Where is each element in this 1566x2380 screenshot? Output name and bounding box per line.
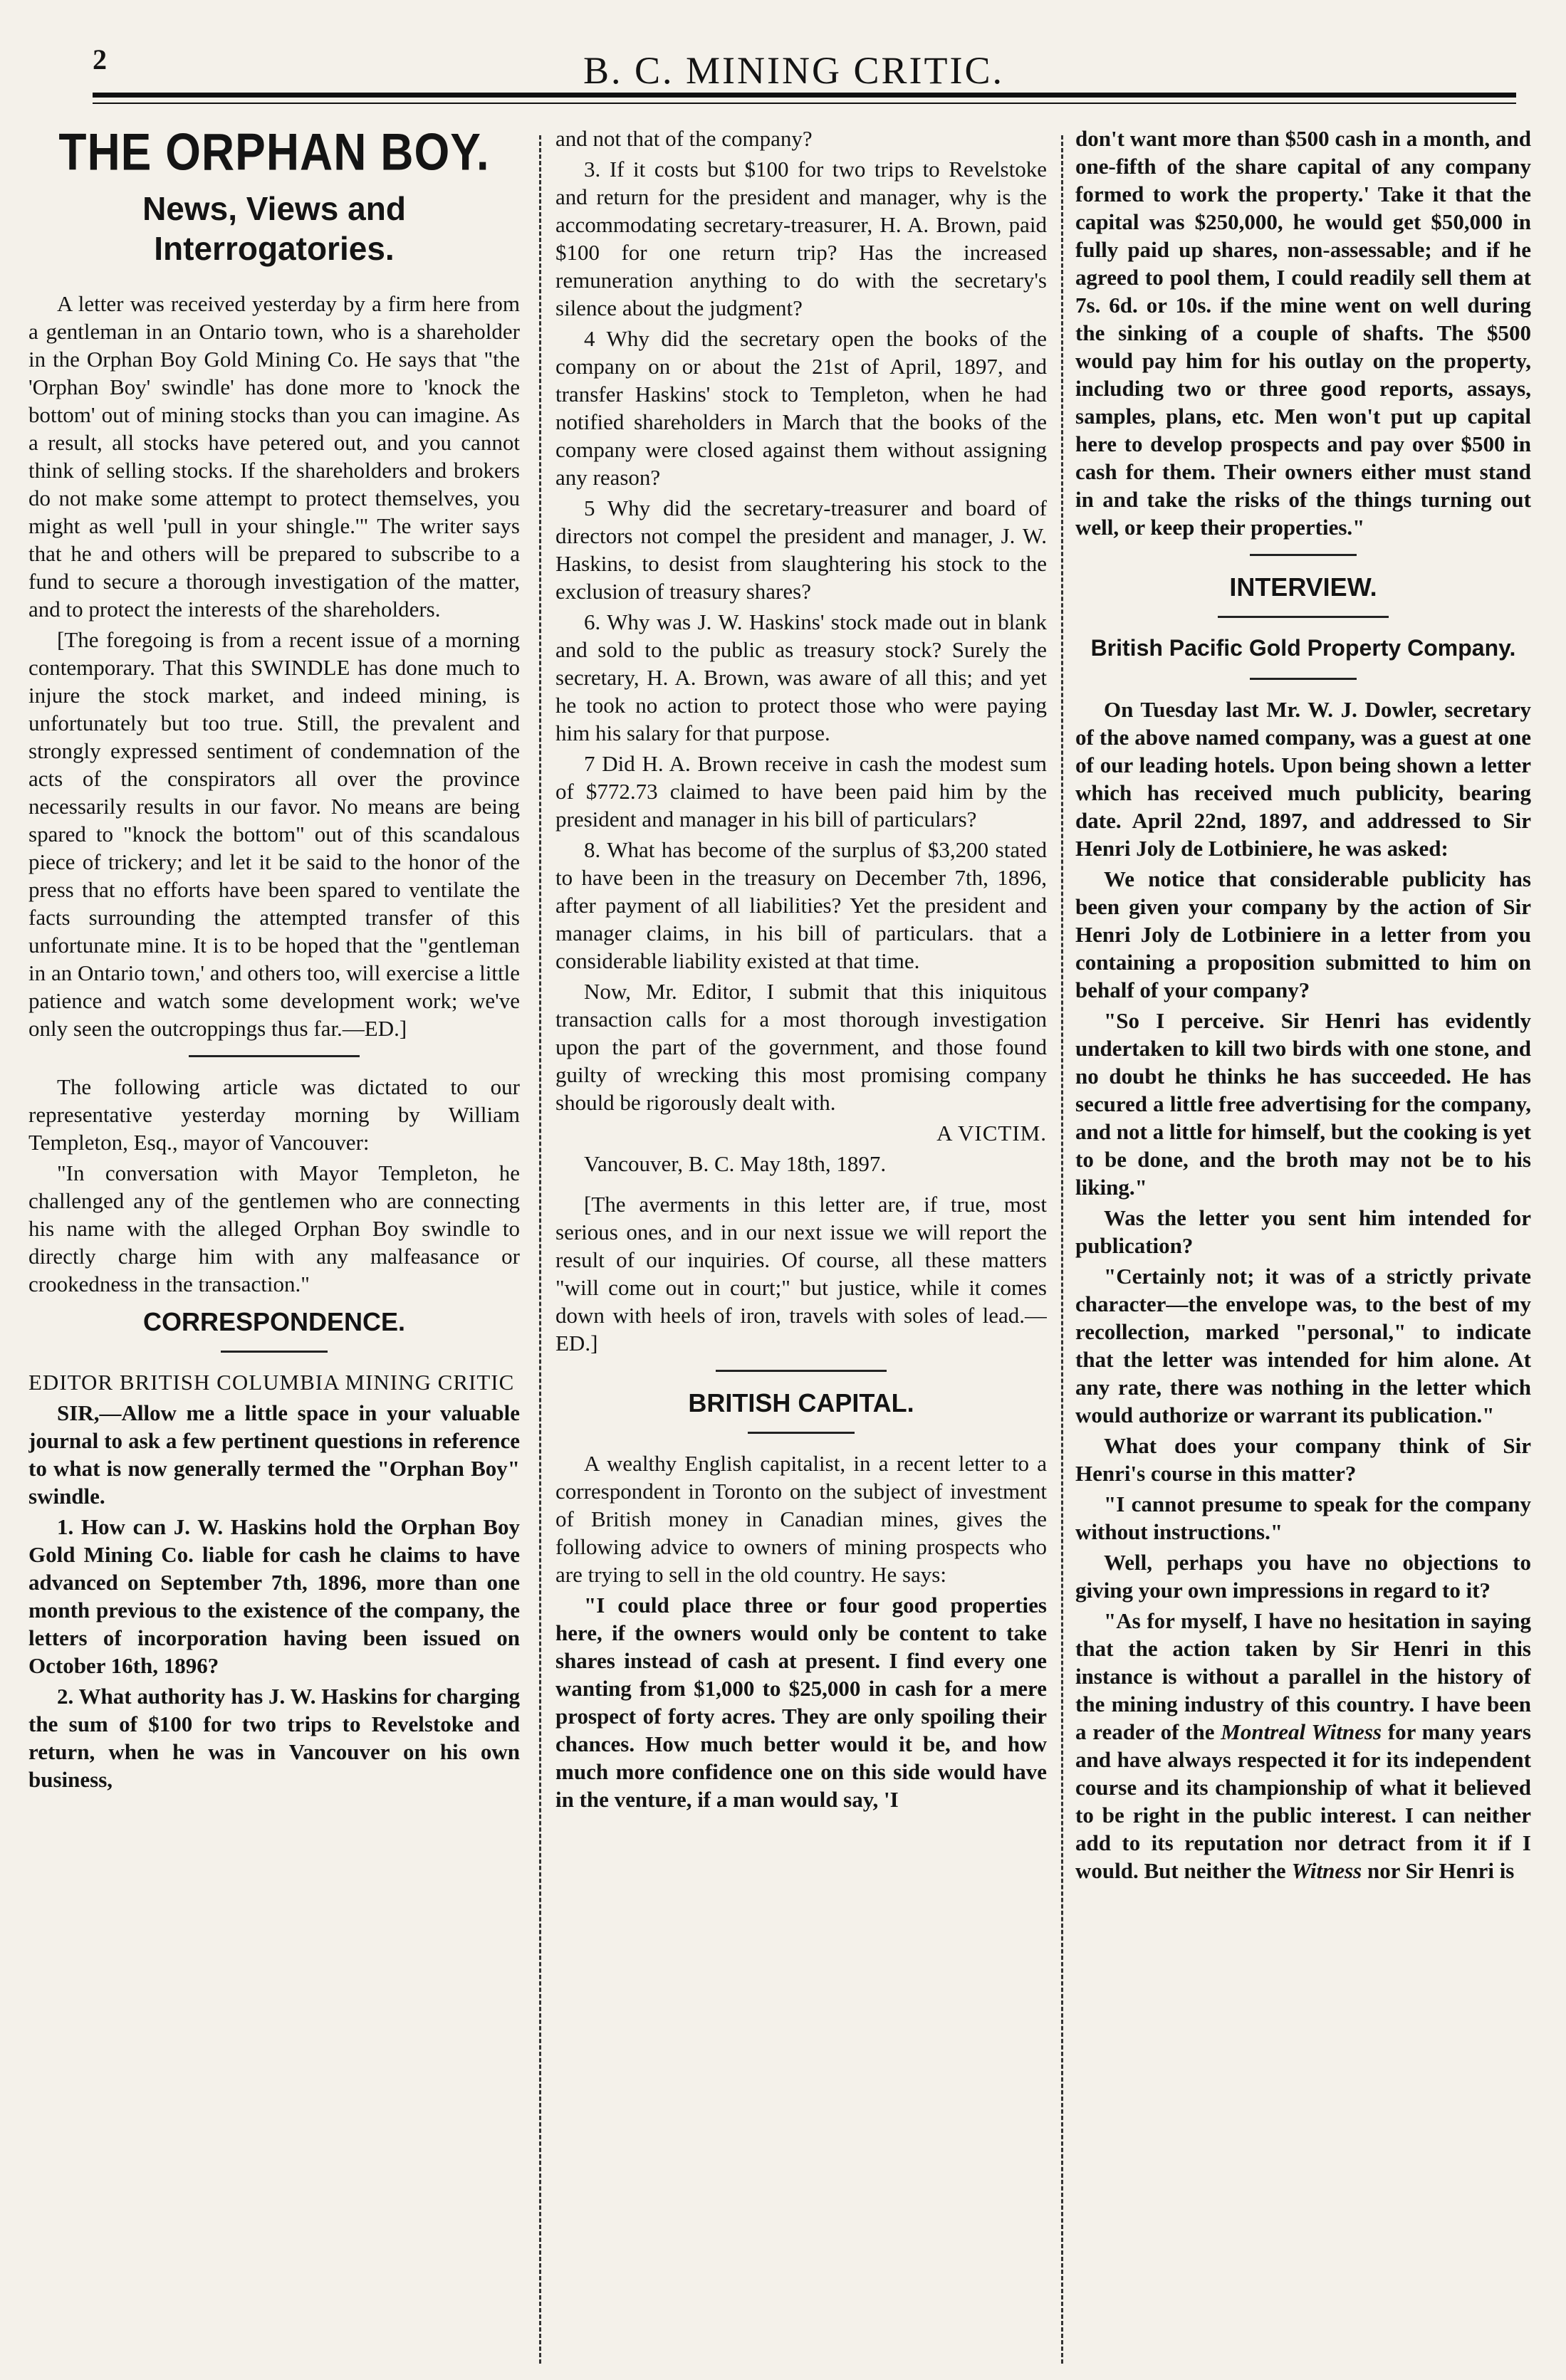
letter-question: 3. If it costs but $100 for two trips to Revelstoke and return for the president and manager, why is the accommodating secretary-treasurer, H. A. Brown, paid $100 for one return trip? Has the increased remuneration anything to do with the secretary's silence about the judgment? [555, 157, 1047, 320]
column-1 [28, 125, 520, 2360]
answer-text: "As for myself, I have no hesitation in saying that the action taken by Sir Henri in this instance is without a parallel in the history of the mining industry of this country. I have been a reader of the [1075, 1608, 1531, 1744]
interview-question: Was the letter you sent him intended for publication? [1075, 1205, 1531, 1258]
interview-question: What does your company think of Sir Henri's course in this matter? [1075, 1433, 1531, 1486]
interview-question: Well, perhaps you have no objections to giving your own impressions in regard to it? [1075, 1550, 1531, 1603]
british-capital-heading: BRITISH CAPITAL. [688, 1388, 914, 1417]
letter-question: 2. What authority has J. W. Haskins for charging the sum of $100 for two trips to Revelstoke and return, when he was in Vancouver on his own business, [28, 1684, 520, 1792]
letter-question: 6. Why was J. W. Haskins' stock made out in blank and sold to the public as treasury stock? Surely the secretary, H. A. Brown, was aware of all this; and yet he took no action to protect those who were paying him his salary for that purpose. [555, 609, 1047, 745]
subheadline: News, Views and Interrogatories. [142, 190, 406, 267]
interview-answer [1075, 1607, 1531, 1884]
letter-signature: A VICTIM. [936, 1121, 1047, 1146]
column-3 [1075, 125, 1531, 2360]
interview-paragraph: On Tuesday last Mr. W. J. Dowler, secretary of the above named company, was a guest at one of our leading hotels. Upon being shown a letter which has received much publicity, bearing date. April 22nd, 1897, and addressed to Sir Henri Joly de Lotbiniere, he was asked: [1075, 697, 1531, 861]
letter-question: 7 Did H. A. Brown receive in cash the modest sum of $772.73 claimed to have been paid him by the president and manager in his bill of particulars? [555, 751, 1047, 832]
article-quote: "I could place three or four good properties here, if the owners would only be content to take shares instead of cash at present. I find every one wanting from $1,000 to $25,000 in cash for a mere prospect of forty acres. They are only spoiling their chances. How much better would it be, and how much more confidence one on this side would have in the venture, if a man would say, 'I [555, 1593, 1047, 1812]
newspaper-name: Montreal Witness [1221, 1719, 1382, 1744]
article-paragraph: A letter was received yesterday by a firm here from a gentleman in an Ontario town, who is a shareholder in the Orphan Boy Gold Mining Co. He says that "the 'Orphan Boy' swindle' has done more to 'knock the bottom' out of mining stocks than you can imagine. As a result, all stocks have petered out, and you cannot think of selling stocks. If the shareholders and brokers do not make some attempt to protect themselves, you might as well 'pull in your shingle.'" The writer says that he and others will be prepared to subscribe to a fund to secure a thorough investigation of the matter, and to protect the interests of the shareholders. [28, 291, 520, 622]
interview-answer: "So I perceive. Sir Henri has evidently undertaken to kill two birds with one stone, and no doubt he thinks he has succeeded. He has secured a little free advertising for the company, and not a little for himself, but the cooking is yet to be done, and the broth may not be to his liking." [1075, 1008, 1531, 1200]
letter-paragraph: Now, Mr. Editor, I submit that this iniquitous transaction calls for a most thorough investigation upon the part of the government, and those found guilty of wrecking this most promising company should be rigorously dealt with. [555, 979, 1047, 1115]
section-separator [748, 1432, 855, 1434]
answer-text: for many years and have always respected it for its independent course and its championship of what it believed to be right in the public interest. I can neither add to its reputation nor detract from it if I would. But neither the [1075, 1719, 1531, 1883]
editorial-note: [The foregoing is from a recent issue of a morning contemporary. That this SWINDLE has done much to injure the stock market, and indeed mining, is unfortunately but too true. Still, the prevalent and strongly expressed sentiment of condemnation of the acts of the conspirators all over the province necessarily results in our favor. No means are being spared to "knock the bottom" out of this scandalous piece of trickery; and let it be said to the honor of the press that no efforts have been spared to ventilate the facts surrounding the attempted transfer of this unfortunate mine. It is to be hoped that the "gentleman in an Ontario town,' and others too, will exercise a little patience and watch some development work; we've only seen the outcroppings thus far.—ED.] [28, 627, 520, 1041]
newspaper-title: B. C. MINING CRITIC. [583, 49, 1004, 92]
editor-salutation: EDITOR BRITISH COLUMBIA MINING CRITIC [28, 1370, 515, 1395]
letter-question: 4 Why did the secretary open the books of the company on or about the 21st of April, 1897, and transfer Haskins' stock to Templeton, when he had notified shareholders in March that the books of the company were closed against them without assigning any reason? [555, 326, 1047, 490]
article-quote-continued: don't want more than $500 cash in a month, and one-fifth of the share capital of any company formed to work the property.' Take it that the capital was $250,000, he would get $50,000 in fully paid up shares, non-assessable; and if he agreed to pool them, I could readily sell them at 7s. 6d. or 10s. if the mine went on well during the sinking of a couple of shafts. The $500 would pay him for his outlay on the property, including two or three good reports, assays, samples, plans, etc. Men won't put up capital here to develop prospects and pay over $500 in cash for them. Their owners either must stand in and take the risks of the things turning out well, or keep their properties." [1075, 126, 1531, 540]
article-paragraph: "In conversation with Mayor Templeton, he challenged any of the gentlemen who are connecting his name with the alleged Orphan Boy swindle to directly charge him with any malfeasance or crookedness in the transaction." [28, 1160, 520, 1296]
column-divider [1061, 135, 1063, 2364]
letter-paragraph: SIR,—Allow me a little space in your valuable journal to ask a few pertinent questions in reference to what is now generally termed the "Orphan Boy" swindle. [28, 1400, 520, 1509]
editorial-note: [The averments in this letter are, if true, most serious ones, and in our next issue we will report the result of our inquiries. Of course, all these matters "will come out in court;" but justice, while it comes down with heels of iron, travels with soles of lead.—ED.] [555, 1192, 1047, 1356]
section-separator [716, 1370, 887, 1372]
letter-continuation: and not that of the company? [555, 126, 813, 151]
page-number: 2 [93, 43, 107, 75]
section-separator [221, 1351, 328, 1353]
newspaper-name: Witness [1291, 1858, 1362, 1883]
interview-answer: "Certainly not; it was of a strictly private character—the envelope was, to the best of my recollection, marked "personal," to indicate that the letter was intended for him alone. At any rate, there was nothing in the letter which would authorize or warrant its publication." [1075, 1264, 1531, 1427]
interview-heading: INTERVIEW. [1229, 572, 1377, 602]
correspondence-heading: CORRESPONDENCE. [142, 1307, 406, 1336]
masthead-rule-thin [93, 103, 1516, 104]
headline-orphan-boy: THE ORPHAN BOY. [58, 125, 490, 182]
letter-dateline: Vancouver, B. C. May 18th, 1897. [584, 1151, 887, 1176]
interview-answer: "I cannot presume to speak for the company without instructions." [1075, 1492, 1531, 1544]
column-2 [555, 125, 1047, 2360]
answer-text: nor Sir Henri is [1362, 1858, 1515, 1883]
masthead-rule-thick [93, 93, 1516, 98]
interview-subheading: British Pacific Gold Property Company. [1090, 635, 1516, 661]
letter-question: 8. What has become of the surplus of $3,200 stated to have been in the treasury on December 7th, 1896, after payment of all liabilities? Yet the president and manager claims, in his bill of particulars. that a considerable liability existed at that time. [555, 837, 1047, 973]
article-paragraph: A wealthy English capitalist, in a recent letter to a correspondent in Toronto on the subject of investment of British money in Canadian mines, gives the following advice to owners of mining prospects who are trying to sell in the old country. He says: [555, 1451, 1047, 1587]
section-separator [189, 1055, 360, 1057]
article-paragraph: The following article was dictated to our representative yesterday morning by William Templeton, Esq., mayor of Vancouver: [28, 1074, 520, 1155]
letter-question: 5 Why did the secretary-treasurer and board of directors not compel the president and manager, J. W. Haskins, to desist from slaughtering his stock to the exclusion of treasury shares? [555, 496, 1047, 604]
section-separator [1250, 678, 1357, 680]
interview-question: We notice that considerable publicity has been given your company by the action of Sir Henri Joly de Lotbiniere in a letter from you containing a proposition submitted to him on behalf of your company? [1075, 866, 1531, 1002]
section-separator [1250, 554, 1357, 556]
masthead [85, 28, 1502, 100]
section-separator [1218, 616, 1389, 618]
letter-question: 1. How can J. W. Haskins hold the Orphan Boy Gold Mining Co. liable for cash he claims to have advanced on September 7th, 1896, more than one month previous to the existence of the company, the letters of incorporation having been issued on October 16th, 1896? [28, 1514, 520, 1678]
column-divider [539, 135, 541, 2364]
